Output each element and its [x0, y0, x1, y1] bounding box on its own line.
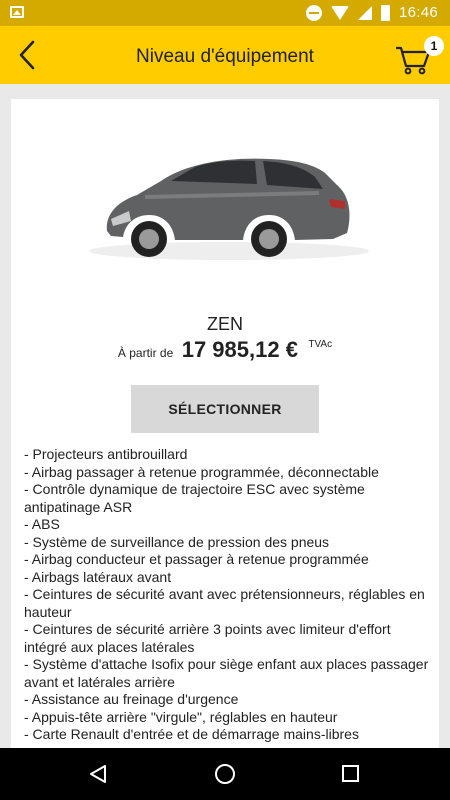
- price-row: [11, 337, 439, 363]
- feature-item: - Ceintures de sécurité avant avec prétensionneurs, réglables en hauteur: [24, 586, 425, 620]
- feature-item: - Airbag conducteur et passager à retenue programmée: [24, 551, 369, 567]
- feature-item: - Airbag passager à retenue programmée, déconnectable: [24, 463, 379, 480]
- feature-item: - Carte Renault d'entrée et de démarrage mains-libres: [24, 726, 359, 742]
- feature-item: - Appuis-tête arrière "virgule", réglables en hauteur: [24, 708, 338, 725]
- nav-recents-icon[interactable]: [342, 765, 359, 782]
- wifi-icon: [331, 6, 349, 20]
- do-not-disturb-icon: [306, 5, 322, 21]
- page-title: Niveau d'équipement: [136, 46, 314, 67]
- status-time: 16:46: [398, 4, 438, 21]
- feature-list: [24, 446, 429, 744]
- status-bar: [0, 0, 450, 26]
- app-bar: [0, 26, 450, 84]
- feature-item: - Assistance au freinage d'urgence: [24, 691, 239, 707]
- nav-back-icon[interactable]: [88, 764, 108, 784]
- price-prefix: À partir de: [117, 346, 174, 360]
- status-icons: [306, 4, 438, 21]
- feature-item: - Système de surveillance de pression des pneus: [24, 533, 330, 550]
- feature-item: - Système d'attache Isofix pour siège enfant aux places passager avant et latérales arrière: [24, 656, 429, 690]
- system-nav-bar: [0, 748, 450, 800]
- feature-item: - Projecteurs antibrouillard: [24, 446, 188, 462]
- feature-item: - Airbags latéraux avant: [24, 568, 172, 585]
- battery-icon: [381, 5, 390, 21]
- trim-card: [11, 99, 439, 749]
- nav-home-icon[interactable]: [215, 764, 235, 784]
- feature-item: - Contrôle dynamique de trajectoire ESC avec système antipatinage ASR: [24, 481, 365, 515]
- car-image: [79, 129, 379, 279]
- select-button[interactable]: SÉLECTIONNER: [131, 385, 319, 433]
- cellular-signal-icon: [358, 6, 372, 20]
- price-value: 17 985,12 €: [181, 337, 298, 362]
- feature-item: - Ceintures de sécurité arrière 3 points avec limiteur d'effort intégré aux places latérales: [24, 621, 391, 655]
- trim-name: ZEN: [207, 314, 243, 334]
- cart-count-badge: 1: [424, 36, 444, 56]
- image-notification-icon: [10, 6, 24, 18]
- feature-item: - ABS: [24, 516, 60, 532]
- price-tax-label: TVAc: [308, 339, 333, 350]
